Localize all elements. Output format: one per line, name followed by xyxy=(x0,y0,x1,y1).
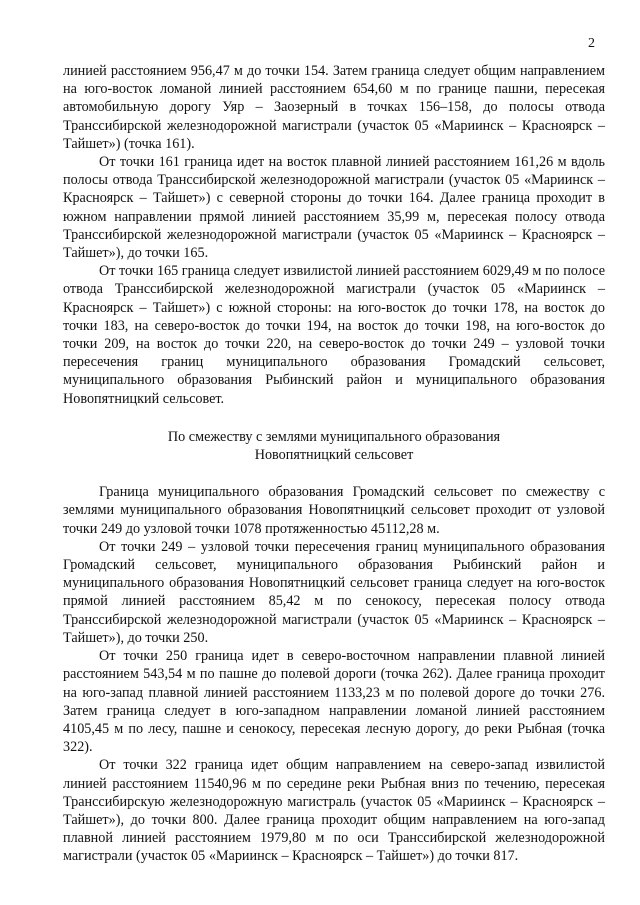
document-body xyxy=(63,62,605,866)
section-heading-line-1: По смежеству с землями муниципального образования xyxy=(167,428,501,445)
paragraph: От точки 249 – узловой точки пересечения границ муниципального образования Громадский сельсовет, муниципального образования Рыбинский район и муниципального образования Новопятницкий сельсовет граница следует на юго-восток прямой линией расстоянием 85,42 м по сенокосу, пересекая полосу отвода Транссибирской железнодорожной магистрали (участок 05 «Мариинск – Красноярск – Тайшет»), до точки 250. xyxy=(63,538,605,646)
page-number: 2 xyxy=(588,36,595,51)
section-heading xyxy=(63,428,605,464)
paragraph: От точки 161 граница идет на восток плавной линией расстоянием 161,26 м вдоль полосы отвода Транссибирской железнодорожной магистрали (участок 05 «Мариинск – Красноярск – Тайшет») с северной стороны до точки 164. Далее граница проходит в южном направлении прямой линией расстоянием 35,99 м, пересекая полосу отвода Транссибирской железнодорожной магистрали (участок 05 «Мариинск – Красноярск – Тайшет»), до точки 165. xyxy=(63,154,605,262)
paragraph: От точки 165 граница следует извилистой линией расстоянием 6029,49 м по полосе отвода Транссибирской железнодорожной магистрали (участок 05 «Мариинск – Красноярск – Тайшет») с южной стороны: на юго-восток до точки 178, на восток до точки 183, на северо-восток до точки 194, на восток до точки 198, на юго-восток до точки 209, на восток до точки 220, на северо-восток до точки 249 – узловой точки пересечения границ муниципального образования Громадский сельсовет, муниципального образования Рыбинский район и муниципального образования Новопятницкий сельсовет. xyxy=(63,263,605,407)
section-heading-line-2: Новопятницкий сельсовет xyxy=(254,447,414,464)
paragraph: От точки 322 граница идет общим направлением на северо-запад извилистой линией расстоянием 11540,96 м по середине реки Рыбная вниз по течению, пересекая Транссибирскую железнодорожную магистраль (участок 05 «Мариинск – Красноярск – Тайшет»), до точки 800. Далее граница проходит общим направлением на юго-запад плавной линией расстоянием 1979,80 м по оси Транссибирской железнодорожной магистрали (участок 05 «Мариинск – Красноярск – Тайшет») до точки 817. xyxy=(63,757,605,865)
paragraph: От точки 250 граница идет в северо-восточном направлении плавной линией расстоянием 543,54 м по пашне до полевой дороги (точка 262). Далее граница проходит на юго-запад плавной линией расстоянием 1133,23 м по полевой дороге до точки 276. Затем граница следует в юго-западном направлении ломаной линией расстоянием 4105,45 м по лесу, пашне и сенокосу, пересекая лесную дорогу, до реки Рыбная (точка 322). xyxy=(63,648,605,756)
paragraph-continuation: линией расстоянием 956,47 м до точки 154. Затем граница следует общим направлением на юго-восток ломаной линией расстоянием 654,60 м по границе пашни, пересекая автомобильную дорогу Уяр – Заозерный в точках 156–158, до полосы отвода Транссибирской железнодорожной магистрали (участок 05 «Мариинск – Красноярск – Тайшет») (точка 161). xyxy=(63,63,605,152)
paragraph: Граница муниципального образования Громадский сельсовет по смежеству с землями муниципального образования Новопятницкий сельсовет проходит от узловой точки 249 до узловой точки 1078 протяженностью 45112,28 м. xyxy=(63,484,605,537)
